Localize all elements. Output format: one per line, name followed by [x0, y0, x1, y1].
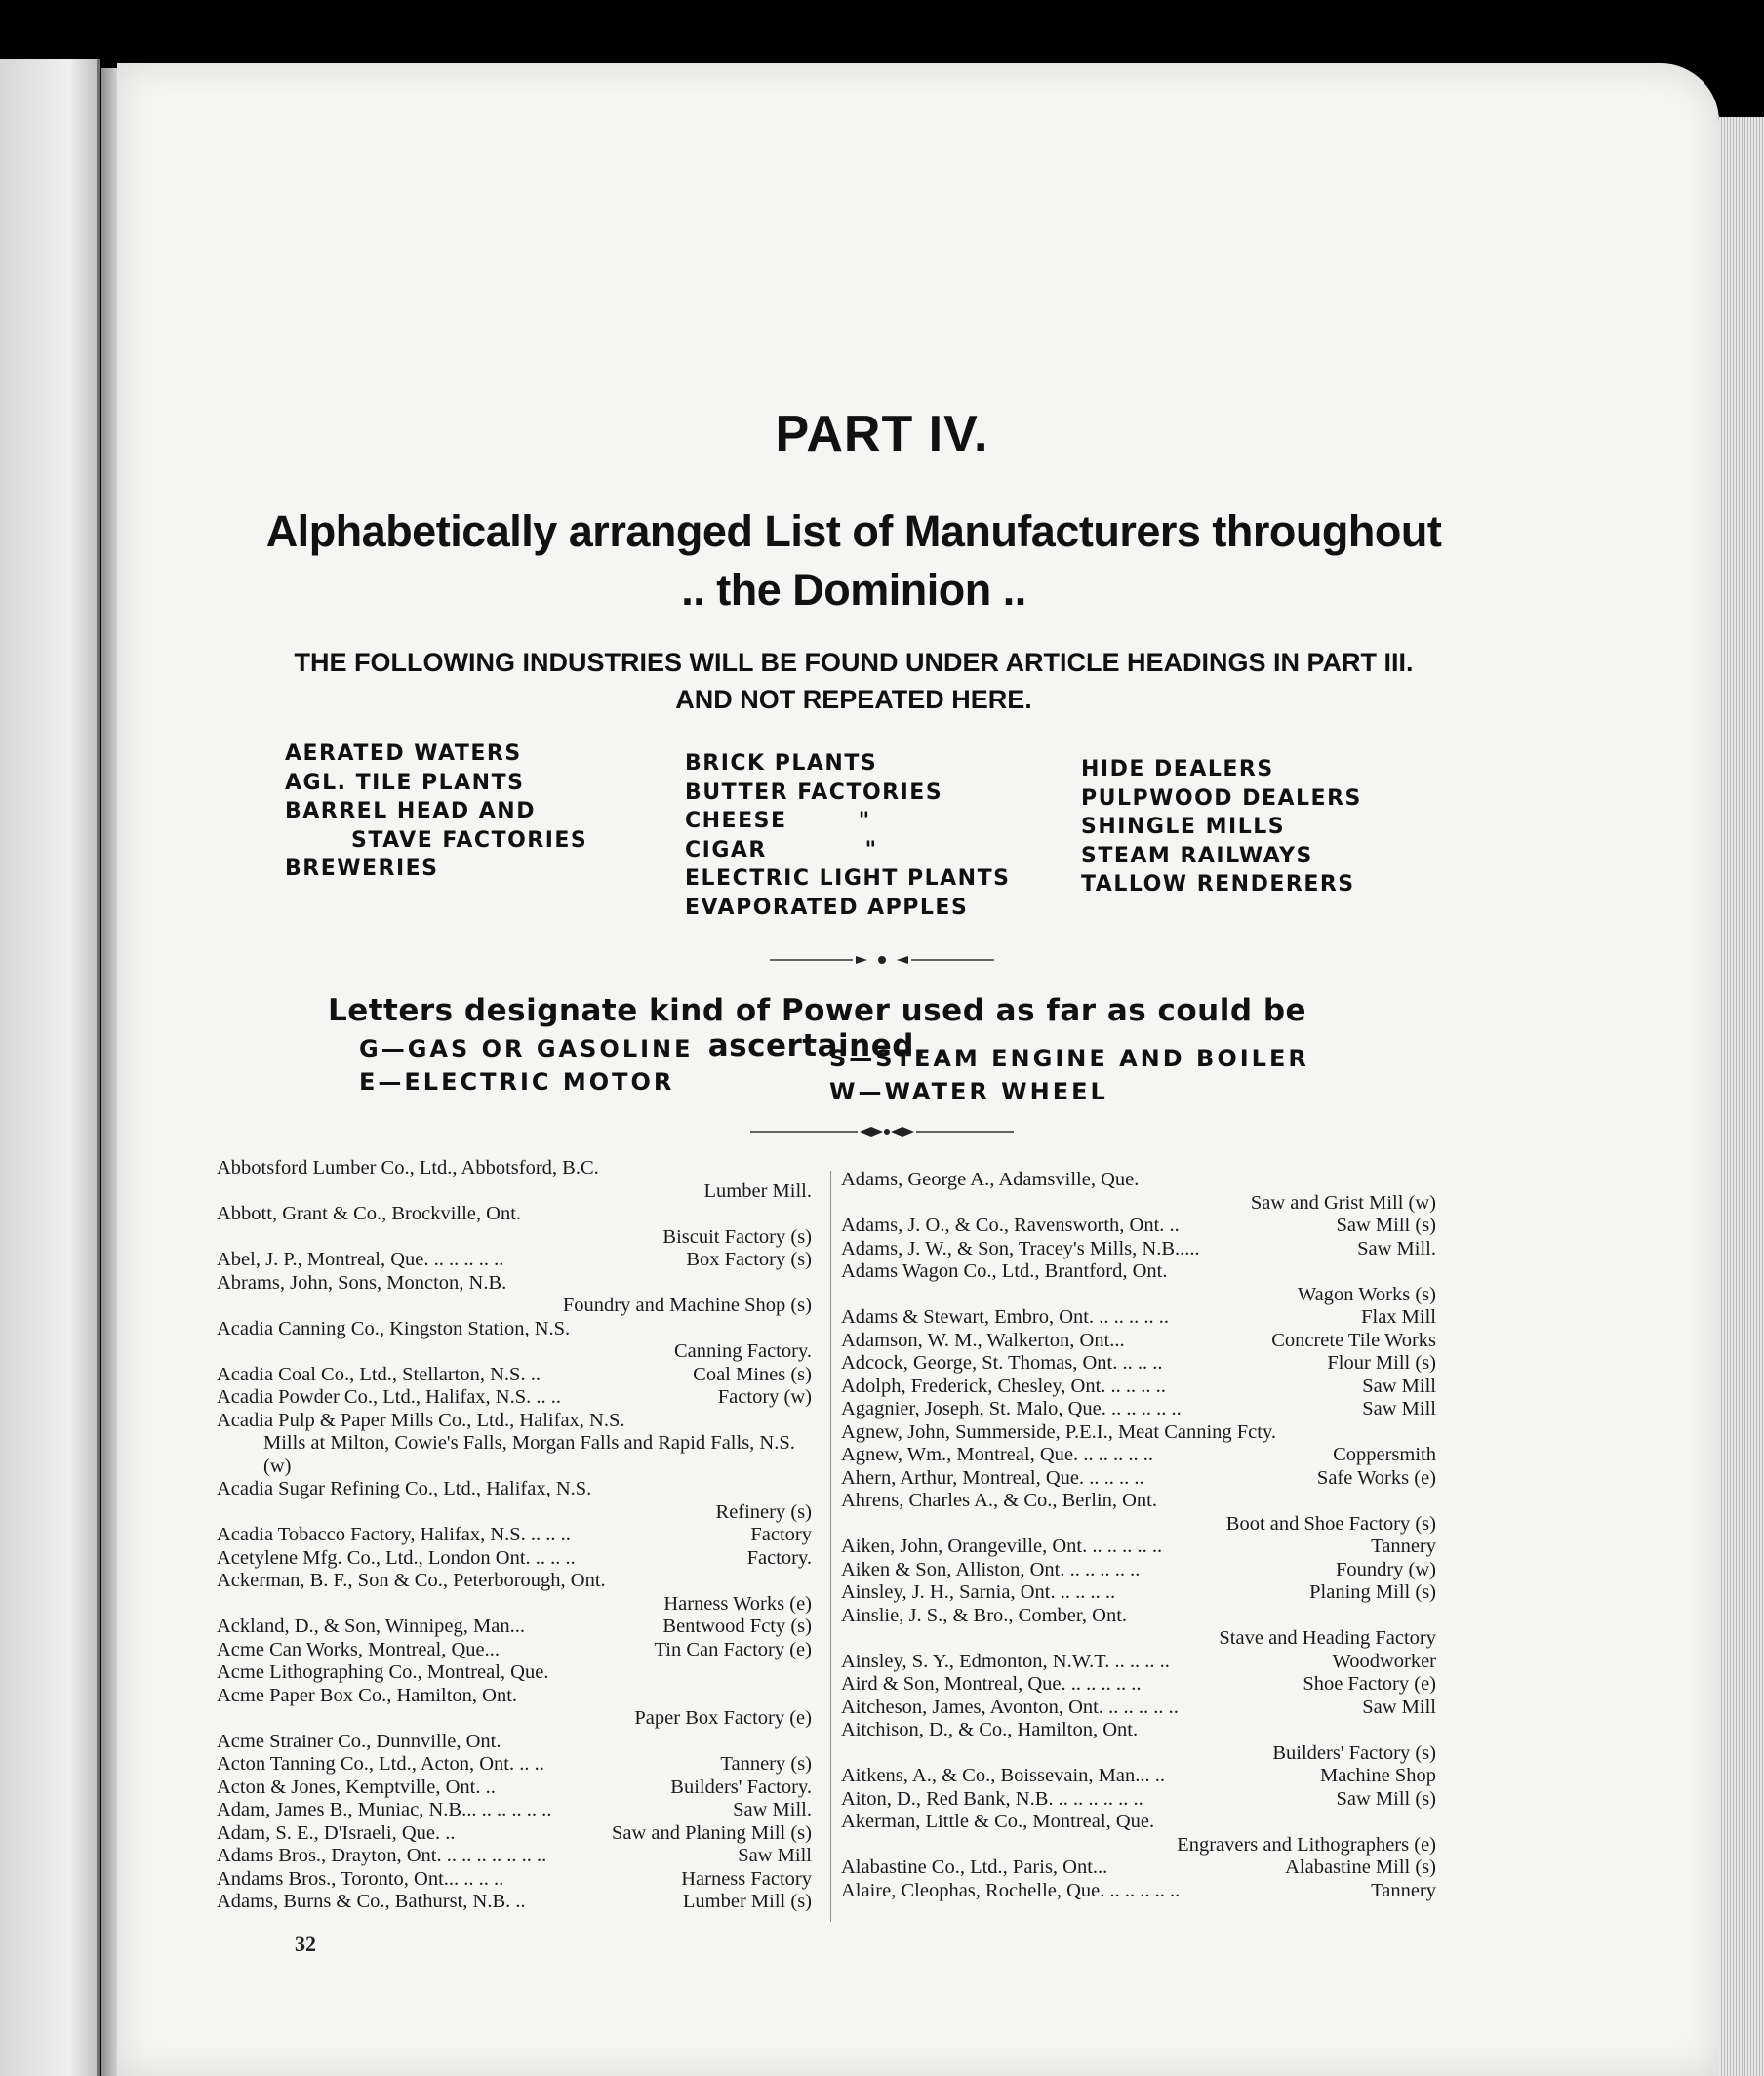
manufacturer-entry — [217, 1318, 812, 1341]
manufacturer-name: Abrams, John, Sons, Moncton, N.B. — [217, 1271, 507, 1294]
industry-kind: Builders' Factory (s) — [1272, 1741, 1436, 1764]
manufacturer-name: Acetylene Mfg. Co., Ltd., London Ont. .. .. .. — [217, 1546, 576, 1569]
industry-kind: Saw Mill. — [1357, 1237, 1436, 1259]
manufacturer-entry — [217, 1180, 812, 1204]
manufacturer-name: Acadia Tobacco Factory, Halifax, N.S. .. .. .. — [217, 1524, 571, 1545]
power-legend-heading: Letters designate kind of Power used as far as could be ascertained. — [327, 993, 1307, 1063]
industry-kind: Refinery (s) — [715, 1500, 812, 1523]
industry-item: BARREL HEAD AND — [285, 799, 536, 823]
manufacturer-entry — [841, 1376, 1436, 1399]
ornament-divider — [0, 1122, 1764, 1141]
manufacturer-entry — [841, 1306, 1436, 1330]
manufacturer-entry — [217, 1410, 812, 1433]
manufacturer-entry — [841, 1330, 1436, 1353]
manufacturer-entry — [217, 1685, 812, 1708]
industry-kind: Saw Mill — [738, 1845, 812, 1866]
manufacturer-name: Adams, George A., Adamsville, Que. — [841, 1169, 1140, 1190]
industry-kind: Wagon Works (s) — [1297, 1283, 1436, 1305]
manufacturer-entry — [841, 1719, 1436, 1742]
manufacturer-entry — [217, 1478, 812, 1501]
manufacturer-name: Adams, Burns & Co., Bathurst, N.B. .. — [217, 1891, 526, 1912]
manufacturer-entry — [841, 1742, 1436, 1766]
manufacturer-list-left — [217, 1157, 812, 1914]
manufacturer-entry — [841, 1627, 1436, 1651]
industry-kind: Box Factory (s) — [686, 1249, 812, 1270]
manufacturer-name: Adams & Stewart, Embro, Ont. .. .. .. .. .. — [841, 1306, 1169, 1328]
manufacturer-name: Acadia Sugar Refining Co., Ltd., Halifax, N.S. — [217, 1478, 592, 1499]
manufacturer-entry — [841, 1536, 1436, 1559]
industry-kind: Builders' Factory. — [670, 1776, 812, 1798]
manufacturer-name: Acadia Pulp & Paper Mills Co., Ltd., Halifax, N.S. — [217, 1409, 625, 1431]
manufacturer-entry — [841, 1673, 1436, 1697]
industry-item: SHINGLE MILLS — [1081, 815, 1286, 839]
industry-item: CIGAR " — [685, 837, 878, 862]
manufacturer-name: Acadia Canning Co., Kingston Station, N.S. — [217, 1317, 571, 1339]
manufacturer-entry — [217, 1386, 812, 1410]
industry-kind: Flax Mill — [1361, 1306, 1436, 1328]
note-line-1: THE FOLLOWING INDUSTRIES WILL BE FOUND UNDER ARTICLE HEADINGS IN PART III. — [294, 648, 1414, 677]
industry-kind: Planing Mill (s) — [1309, 1581, 1436, 1603]
manufacturer-name: Adams, J. W., & Son, Tracey's Mills, N.B..... — [841, 1237, 1200, 1259]
industry-column-3 — [1081, 755, 1362, 899]
manufacturer-name: Adams Wagon Co., Ltd., Brantford, Ont. — [841, 1260, 1168, 1282]
title-line-1: Alphabetically arranged List of Manufacturers throughout — [265, 506, 1442, 556]
manufacturer-entry — [217, 1157, 812, 1180]
industry-kind: Tannery (s) — [720, 1753, 812, 1775]
manufacturer-entry — [841, 1811, 1436, 1834]
industry-kind: Factory (w) — [717, 1386, 812, 1408]
manufacturer-name: Aitkens, A., & Co., Boissevain, Man... .. — [841, 1765, 1165, 1786]
manufacturer-name: Aitcheson, James, Avonton, Ont. .. .. .. .. .. — [841, 1696, 1179, 1718]
manufacturer-entry — [841, 1605, 1436, 1628]
column-divider — [830, 1171, 831, 1922]
industry-kind: Saw and Planing Mill (s) — [612, 1821, 812, 1844]
manufacturer-entry — [841, 1467, 1436, 1491]
industry-kind: Harness Works (e) — [663, 1592, 812, 1615]
manufacturer-entry — [217, 1868, 812, 1892]
manufacturer-entry — [841, 1513, 1436, 1537]
manufacturer-name: Mills at Milton, Cowie's Falls, Morgan Falls and Rapid Falls, N.S. (w) — [263, 1432, 795, 1477]
manufacturer-entry — [217, 1272, 812, 1296]
manufacturer-name: Alaire, Cleophas, Rochelle, Que. .. .. .. .. .. — [841, 1879, 1181, 1901]
industry-kind: Lumber Mill (s) — [682, 1891, 812, 1912]
manufacturer-entry — [841, 1788, 1436, 1812]
manufacturer-name: Acton & Jones, Kemptville, Ont. .. — [217, 1776, 496, 1798]
manufacturer-name: Acme Lithographing Co., Montreal, Que. — [217, 1661, 549, 1683]
industry-item: STEAM RAILWAYS — [1081, 843, 1313, 868]
manufacturer-entry — [217, 1432, 812, 1478]
industry-item: PULPWOOD DEALERS — [1081, 785, 1362, 811]
manufacturer-entry — [217, 1799, 812, 1822]
manufacturer-name: Adams Bros., Drayton, Ont. .. .. .. .. .. .. .. — [217, 1845, 547, 1866]
manufacturer-entry — [217, 1753, 812, 1777]
industry-kind: Coal Mines (s) — [693, 1363, 812, 1385]
manufacturer-entry — [841, 1880, 1436, 1903]
manufacturer-name: Agnew, Wm., Montreal, Que. .. .. .. .. .. — [841, 1444, 1153, 1465]
industry-kind: Saw Mill (s) — [1336, 1215, 1436, 1236]
industry-list — [285, 739, 1407, 935]
manufacturer-name: Acadia Coal Co., Ltd., Stellarton, N.S. .. — [217, 1363, 541, 1385]
manufacturer-entry — [217, 1249, 812, 1272]
manufacturer-entry — [841, 1581, 1436, 1605]
manufacturer-name: Adolph, Frederick, Chesley, Ont. .. .. .. .. — [841, 1375, 1166, 1397]
industry-kind: Biscuit Factory (s) — [662, 1225, 812, 1248]
manufacturer-name: Akerman, Little & Co., Montreal, Que. — [841, 1811, 1155, 1832]
power-water: W—WATER WHEEL — [829, 1078, 1108, 1105]
industry-kind: Saw Mill — [1362, 1375, 1436, 1397]
manufacturer-entry — [841, 1697, 1436, 1720]
manufacturer-name: Ainsley, J. H., Sarnia, Ont. .. .. .. .. — [841, 1581, 1116, 1603]
manufacturer-entry — [841, 1421, 1436, 1445]
manufacturer-entry — [841, 1169, 1436, 1192]
manufacturer-entry — [217, 1364, 812, 1387]
industry-item: BUTTER FACTORIES — [685, 779, 943, 805]
manufacturer-entry — [841, 1398, 1436, 1421]
manufacturer-name: Ahrens, Charles A., & Co., Berlin, Ont. — [841, 1490, 1157, 1511]
industry-kind: Lumber Mill. — [703, 1179, 812, 1202]
manufacturer-name: Adam, James B., Muniac, N.B... .. .. .. .. .. — [217, 1799, 552, 1820]
manufacturer-name: Agagnier, Joseph, St. Malo, Que. .. .. .. .. .. — [841, 1398, 1182, 1419]
manufacturer-entry — [217, 1822, 812, 1846]
industry-kind: Concrete Tile Works — [1271, 1329, 1436, 1351]
manufacturer-name: Adamson, W. M., Walkerton, Ont... — [841, 1329, 1125, 1351]
industry-item: STAVE FACTORIES — [351, 827, 588, 853]
manufacturer-entry — [217, 1226, 812, 1250]
part-title: PART IV. — [775, 406, 989, 462]
manufacturer-entry — [841, 1352, 1436, 1376]
manufacturer-name: Aiken & Son, Alliston, Ont. .. .. .. .. .. — [841, 1558, 1141, 1580]
industry-kind: Saw Mill. — [733, 1799, 812, 1820]
manufacturer-entry — [217, 1340, 812, 1364]
manufacturer-entry — [841, 1765, 1436, 1788]
note-line-2: AND NOT REPEATED HERE. — [675, 685, 1032, 714]
industry-item: AERATED WATERS — [285, 741, 522, 766]
manufacturer-entry — [841, 1238, 1436, 1261]
page-number: 32 — [295, 1932, 316, 1956]
industry-kind: Alabastine Mill (s) — [1285, 1856, 1436, 1878]
manufacturer-name: Abel, J. P., Montreal, Que. .. .. .. .. .. — [217, 1249, 504, 1270]
manufacturer-name: Adam, S. E., D'Israeli, Que. .. — [217, 1821, 456, 1844]
manufacturer-list-right — [841, 1169, 1436, 1902]
main-title — [220, 502, 1488, 619]
manufacturer-entry — [217, 1547, 812, 1571]
manufacturer-entry — [841, 1284, 1436, 1307]
manufacturer-entry — [841, 1192, 1436, 1216]
industry-kind: Boot and Shoe Factory (s) — [1225, 1512, 1436, 1535]
industry-kind: Canning Factory. — [673, 1340, 812, 1362]
manufacturer-name: Acadia Powder Co., Ltd., Halifax, N.S. .. .. — [217, 1386, 561, 1408]
industry-item: AGL. TILE PLANTS — [285, 770, 525, 795]
manufacturer-name: Abbott, Grant & Co., Brockville, Ont. — [217, 1203, 522, 1224]
industry-kind: Bentwood Fcty (s) — [662, 1616, 812, 1637]
manufacturer-entry — [841, 1444, 1436, 1467]
title-line-2: .. the Dominion .. — [681, 565, 1026, 615]
manufacturer-entry — [217, 1891, 812, 1914]
manufacturer-entry — [841, 1559, 1436, 1582]
manufacturer-name: Acme Paper Box Co., Hamilton, Ont. — [217, 1684, 518, 1706]
power-steam: S—STEAM ENGINE AND BOILER — [829, 1045, 1309, 1072]
power-legend-left — [359, 1032, 694, 1098]
manufacturer-name: Ahern, Arthur, Montreal, Que. .. .. .. .. — [841, 1466, 1144, 1489]
industry-kind: Flour Mill (s) — [1327, 1352, 1436, 1374]
manufacturer-entry — [841, 1260, 1436, 1284]
manufacturer-name: Ackland, D., & Son, Winnipeg, Man... — [217, 1616, 525, 1637]
industry-kind: Factory. — [746, 1546, 812, 1569]
manufacturer-name: Aiken, John, Orangeville, Ont. .. .. .. .. .. — [841, 1536, 1163, 1557]
manufacturer-entry — [217, 1845, 812, 1868]
industry-kind: Saw and Grist Mill (w) — [1250, 1191, 1436, 1214]
industry-column-1 — [285, 739, 587, 884]
industry-item: BRICK PLANTS — [685, 751, 878, 776]
manufacturer-name: Aitchison, D., & Co., Hamilton, Ont. — [841, 1719, 1139, 1740]
industry-kind: Tannery — [1371, 1536, 1436, 1557]
industry-kind: Safe Works (e) — [1316, 1466, 1436, 1489]
manufacturer-name: Ainsley, S. Y., Edmonton, N.W.T. .. .. .. .. — [841, 1650, 1170, 1672]
industry-kind: Foundry and Machine Shop (s) — [562, 1295, 812, 1316]
industry-kind: Harness Factory — [681, 1867, 812, 1890]
manufacturer-entry — [841, 1215, 1436, 1238]
industry-kind: Tannery — [1371, 1879, 1436, 1901]
manufacturer-name: Adcock, George, St. Thomas, Ont. .. .. .. — [841, 1352, 1163, 1374]
industry-column-2 — [685, 749, 1010, 922]
manufacturer-entry — [217, 1501, 812, 1525]
industry-item: BREWERIES — [285, 857, 439, 881]
industry-kind: Saw Mill — [1362, 1696, 1436, 1718]
manufacturer-entry — [217, 1203, 812, 1226]
manufacturer-name: Acme Can Works, Montreal, Que... — [217, 1638, 501, 1660]
industry-kind: Saw Mill — [1362, 1398, 1436, 1419]
industry-kind: Factory — [750, 1524, 812, 1545]
industry-kind: Engravers and Lithographers (e) — [1177, 1833, 1436, 1856]
manufacturer-entry — [217, 1524, 812, 1547]
excluded-industries-note — [215, 644, 1493, 718]
manufacturer-name: Adams, J. O., & Co., Ravensworth, Ont. .. — [841, 1215, 1180, 1236]
industry-item: CHEESE " — [685, 809, 871, 833]
manufacturer-entry — [841, 1651, 1436, 1674]
industry-item: EVAPORATED APPLES — [685, 895, 969, 920]
manufacturer-name: Aiton, D., Red Bank, N.B. .. .. .. .. .. .. — [841, 1787, 1143, 1810]
industry-kind: Saw Mill (s) — [1336, 1787, 1436, 1810]
industry-item: TALLOW RENDERERS — [1081, 872, 1355, 897]
manufacturer-entry — [217, 1616, 812, 1639]
industry-item: HIDE DEALERS — [1081, 757, 1274, 781]
industry-kind: Stave and Heading Factory — [1219, 1627, 1436, 1649]
industry-kind: Paper Box Factory (e) — [634, 1707, 812, 1729]
manufacturer-entry — [217, 1295, 812, 1318]
manufacturer-entry — [217, 1731, 812, 1754]
manufacturer-entry — [841, 1490, 1436, 1513]
manufacturer-entry — [217, 1707, 812, 1731]
industry-kind: Shoe Factory (e) — [1303, 1673, 1436, 1695]
manufacturer-entry — [841, 1856, 1436, 1880]
manufacturer-entry — [217, 1593, 812, 1617]
manufacturer-name: Aird & Son, Montreal, Que. .. .. .. .. .. — [841, 1673, 1142, 1695]
manufacturer-entry — [217, 1777, 812, 1800]
industry-kind: Tin Can Factory (e) — [654, 1638, 812, 1660]
manufacturer-name: Abbotsford Lumber Co., Ltd., Abbotsford, B.C. — [217, 1157, 599, 1178]
manufacturer-name: Agnew, John, Summerside, P.E.I., Meat Canning Fcty. — [841, 1420, 1277, 1443]
industry-kind: Foundry (w) — [1335, 1558, 1436, 1580]
manufacturer-entry — [217, 1661, 812, 1685]
power-gas: G—GAS OR GASOLINE — [359, 1035, 694, 1062]
ornament-divider — [0, 950, 1764, 970]
industry-kind: Woodworker — [1332, 1650, 1436, 1672]
manufacturer-name: Ainslie, J. S., & Bro., Comber, Ont. — [841, 1604, 1128, 1626]
manufacturer-name: Acme Strainer Co., Dunnville, Ont. — [217, 1730, 501, 1752]
power-legend-right — [829, 1042, 1309, 1108]
industry-kind: Machine Shop — [1320, 1765, 1436, 1786]
industry-item: ELECTRIC LIGHT PLANTS — [685, 866, 1011, 891]
manufacturer-entry — [217, 1639, 812, 1662]
manufacturer-entry — [841, 1834, 1436, 1857]
manufacturer-name: Ackerman, B. F., Son & Co., Peterborough, Ont. — [217, 1570, 606, 1591]
manufacturer-entry — [217, 1570, 812, 1593]
previous-page-edge — [0, 59, 100, 2076]
power-electric: E—ELECTRIC MOTOR — [359, 1068, 675, 1096]
manufacturer-name: Andams Bros., Toronto, Ont... .. .. .. — [217, 1867, 504, 1890]
industry-kind: Coppersmith — [1333, 1444, 1436, 1465]
manufacturer-name: Alabastine Co., Ltd., Paris, Ont... — [841, 1856, 1108, 1878]
manufacturer-name: Acton Tanning Co., Ltd., Acton, Ont. .. .. — [217, 1753, 544, 1775]
